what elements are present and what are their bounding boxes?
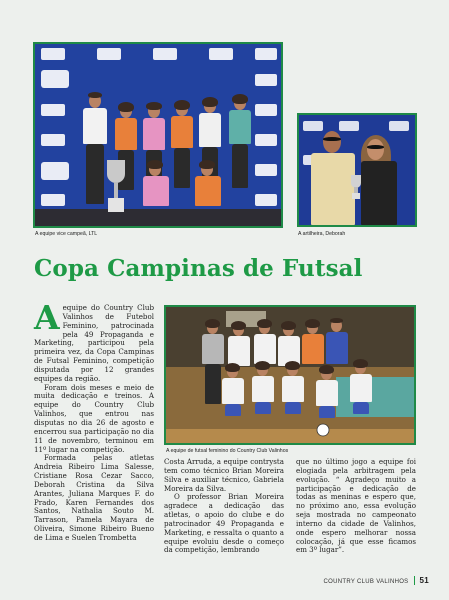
article-column-2 [164,458,284,555]
futsal-team-photo [164,305,416,445]
publication-name: COUNTRY CLUB VALINHOS [323,579,409,585]
paragraph: equipe do Country Club Valinhos de Futebol Feminino, patrocinada pela 49 Propaganda e Marketing, participou pela primeira vez, da Copa Campinas de Futsal Feminino, competição disputada por 12 grandes equipes da região. [34,303,154,383]
top-scorer-photo [297,113,417,227]
team-vice-champion-photo [33,42,283,228]
footer-divider [414,576,415,585]
paragraph: que no último jogo a equipe foi elogiada pela arbitragem pela evolução. “ Agradeço muito a participação e dedicação de todas as meninas e espero que, no próximo ano, essa evolução seja mostrada no campeonato interno da cidade de Valinhos, onde espero melhorar nossa colocação, já que esse ficamos em 3º lugar”. [296,457,416,555]
trophy-icon [101,156,131,216]
drop-cap: A [34,298,60,337]
paragraph: Foram dois meses e meio de muita dedicação e treinos. A equipe do Country Club Valinhos, que entrou nas disputas no dia 26 de agosto e encerrou sua participação no dia 11 de novembro, terminou em 11º lugar na competição. [34,382,154,454]
paragraph: O professor Brian Moreira agradece a dedicação das atletas, o apoio do clube e do patrocinador 49 Propaganda e Marketing, e ressalta o quanto a equipe evoluiu desde o começo da competição, lembrando [164,492,284,555]
futsal-team-caption: A equipe de futsal feminino do Country Club Valinhos [166,448,289,454]
paragraph: Costa Arruda, a equipe contrysta tem como técnico Brian Moreira Silva e auxiliar técnico, Gabriela Moreira da Silva. [164,457,284,493]
article-column-3 [296,458,416,555]
top-scorer-caption: A artilheira, Deborah [298,231,346,237]
team-photo-caption: A equipe vice campeã, LTL [35,231,98,237]
paragraph: Formada pelas atletas Andreia Ribeiro Lima Salesse, Cristiane Rosa Cezar Sacco, Deborah Cristina da Silva Arantes, Juliana Marques F. do Prado, Karen Fernandes dos Santos, Nathalia Souto M. Tarrason, Pamela Mayara de Oliveira, Simone Ribeiro Bueno de Lima e Suelen Trombetta [34,453,154,542]
trophy-icon [349,173,363,201]
page-number: 51 [419,576,429,585]
ball-icon [316,423,330,437]
article-title: Copa Campinas de Futsal [34,255,363,282]
page-footer [324,576,430,585]
article-column-1 [34,298,154,543]
